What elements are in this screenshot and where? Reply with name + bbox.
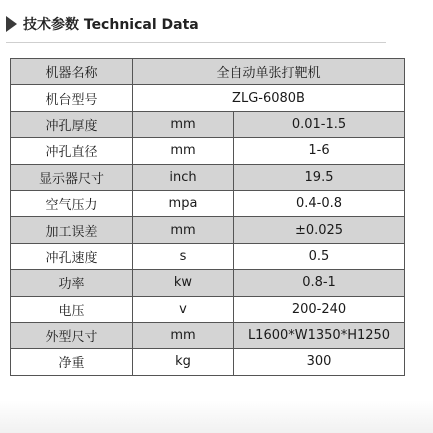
param-value-cell: 0.01-1.5	[234, 111, 405, 137]
table-row	[11, 322, 405, 348]
technical-data-table-body	[11, 59, 405, 376]
param-value-cell: ZLG-6080B	[133, 85, 405, 111]
param-value-cell: L1600*W1350*H1250	[234, 322, 405, 348]
param-value-cell: 0.5	[234, 243, 405, 269]
param-name-cell: 机器名称	[11, 59, 133, 85]
section-title: 技术参数 Technical Data	[23, 17, 199, 33]
table-row	[11, 59, 405, 85]
param-name-cell: 净重	[11, 349, 133, 375]
param-name-cell: 空气压力	[11, 190, 133, 216]
param-unit-cell: mpa	[133, 190, 234, 216]
param-name-cell: 机台型号	[11, 85, 133, 111]
param-unit-cell: v	[133, 296, 234, 322]
table-row	[11, 85, 405, 111]
param-value-cell: 全自动单张打靶机	[133, 59, 405, 85]
triangle-right-icon	[6, 16, 17, 32]
param-name-cell: 电压	[11, 296, 133, 322]
param-unit-cell: inch	[133, 164, 234, 190]
param-unit-cell: kg	[133, 349, 234, 375]
table-row	[11, 270, 405, 296]
param-unit-cell: mm	[133, 217, 234, 243]
param-value-cell: 0.4-0.8	[234, 190, 405, 216]
param-value-cell: ±0.025	[234, 217, 405, 243]
param-name-cell: 功率	[11, 270, 133, 296]
param-value-cell: 200-240	[234, 296, 405, 322]
param-unit-cell: mm	[133, 138, 234, 164]
param-value-cell: 0.8-1	[234, 270, 405, 296]
technical-data-table	[10, 58, 405, 376]
table-row	[11, 243, 405, 269]
param-unit-cell: kw	[133, 270, 234, 296]
table-row	[11, 111, 405, 137]
param-name-cell: 冲孔厚度	[11, 111, 133, 137]
param-value-cell: 300	[234, 349, 405, 375]
table-row	[11, 296, 405, 322]
param-name-cell: 外型尺寸	[11, 322, 133, 348]
param-value-cell: 19.5	[234, 164, 405, 190]
param-unit-cell: mm	[133, 322, 234, 348]
param-unit-cell: mm	[133, 111, 234, 137]
table-row	[11, 349, 405, 375]
table-row	[11, 190, 405, 216]
page-bottom-shade	[0, 400, 433, 433]
param-name-cell: 加工误差	[11, 217, 133, 243]
param-unit-cell: s	[133, 243, 234, 269]
table-row	[11, 138, 405, 164]
header-divider	[6, 42, 386, 43]
param-name-cell: 冲孔速度	[11, 243, 133, 269]
param-value-cell: 1-6	[234, 138, 405, 164]
section-header	[6, 14, 199, 34]
param-name-cell: 显示器尺寸	[11, 164, 133, 190]
table-row	[11, 164, 405, 190]
param-name-cell: 冲孔直径	[11, 138, 133, 164]
table-row	[11, 217, 405, 243]
